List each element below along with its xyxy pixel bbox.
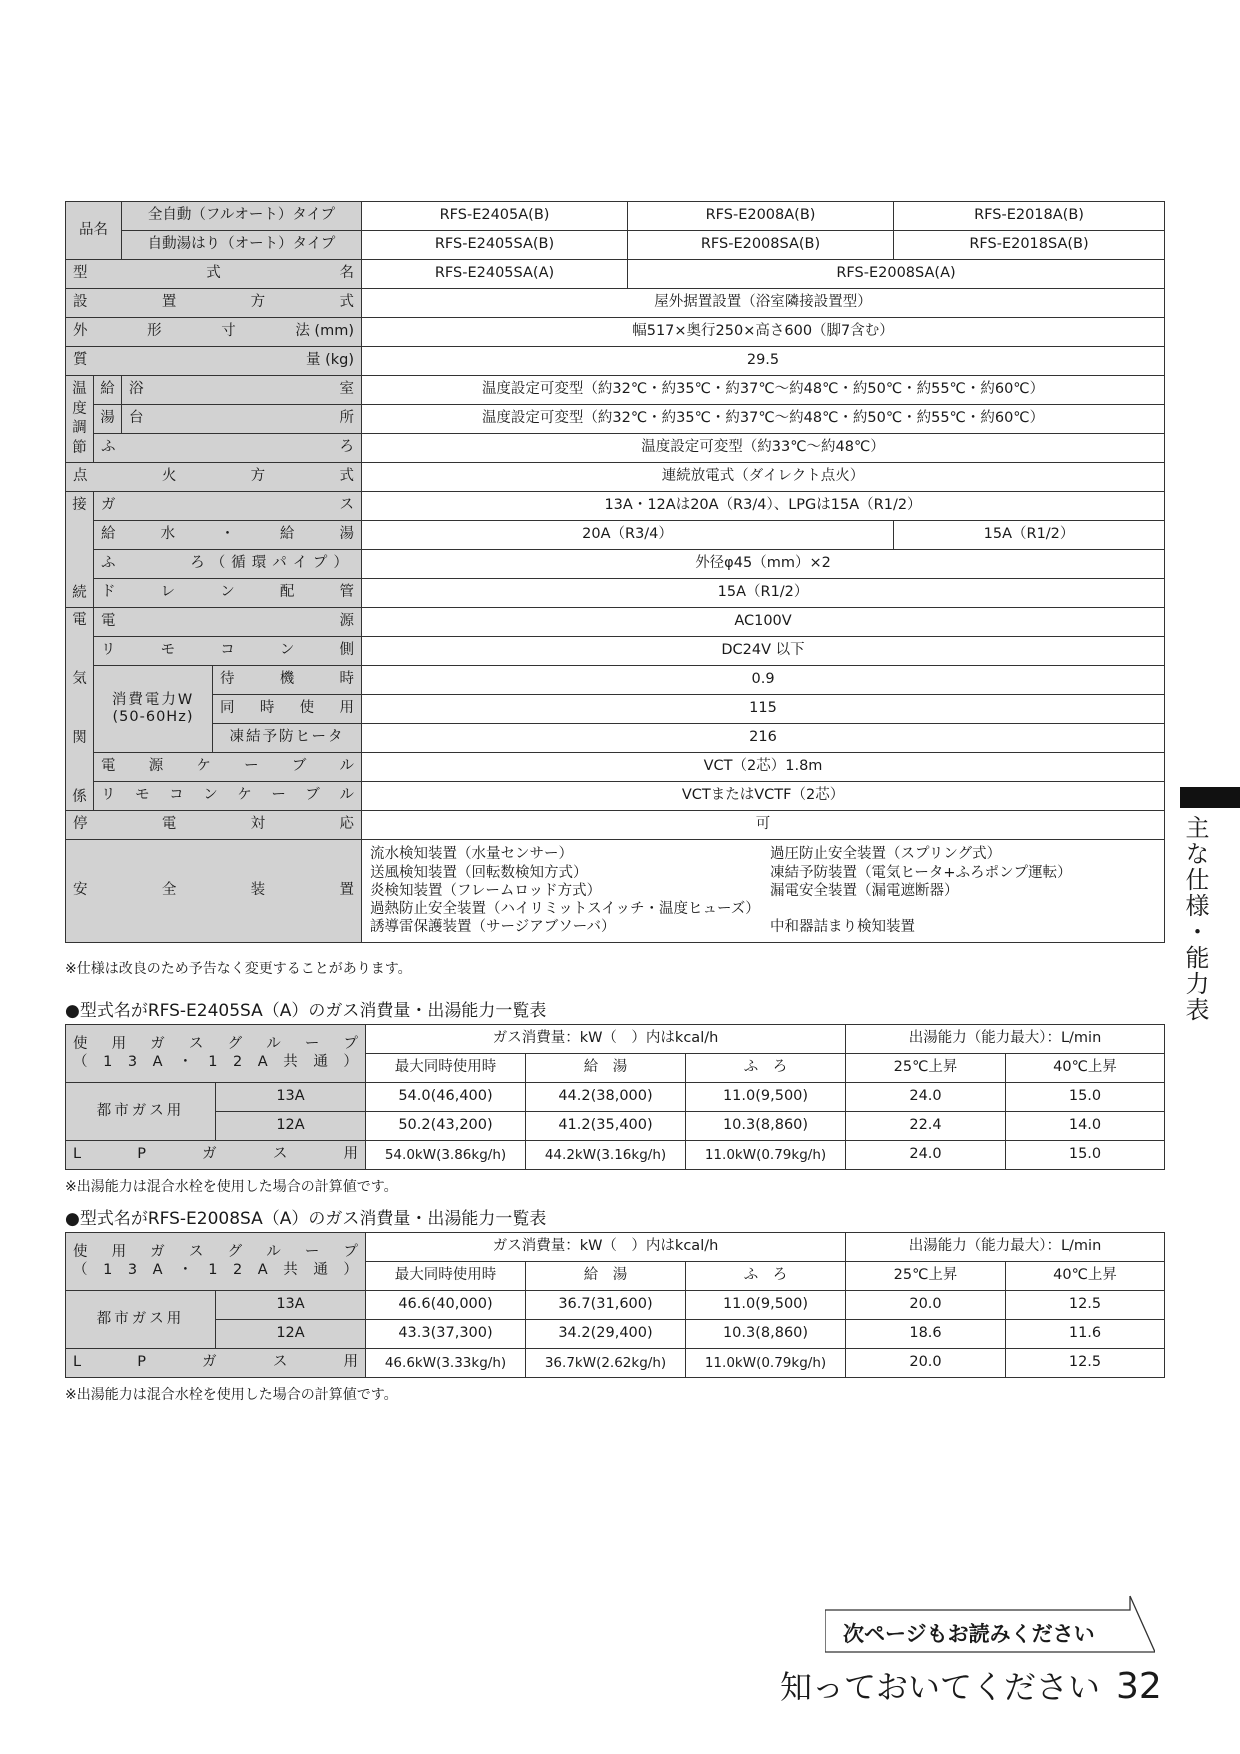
cable-label — [94, 753, 362, 782]
label-char: 使 — [73, 1036, 88, 1053]
gas-type: 12A — [216, 1320, 366, 1349]
label-char: ガ — [202, 1354, 217, 1371]
kyusui-label — [94, 521, 362, 550]
remocon-label — [94, 637, 362, 666]
label-char: 時 — [259, 700, 275, 717]
table-cell: 20.0 — [846, 1291, 1006, 1320]
label-char: 電 — [101, 758, 116, 775]
label-char: モ — [135, 787, 150, 804]
table-cell: 50.2(43,200) — [366, 1112, 526, 1141]
footer-title: 知っておいてください — [780, 1668, 1101, 1706]
label-char: コ — [169, 787, 184, 804]
table-row — [66, 1112, 1165, 1141]
label-char: ド — [101, 584, 116, 601]
remocon-value: DC24V 以下 — [362, 637, 1165, 666]
label-char: 式 — [206, 265, 221, 282]
label-char: ー — [304, 1036, 320, 1053]
table-cell: 54.0kW(3.86kg/h) — [366, 1141, 526, 1170]
page-footer — [780, 1662, 1162, 1708]
label-char: 点 — [73, 468, 88, 485]
label-char: ろ — [339, 439, 355, 456]
gas-type: 13A — [216, 1083, 366, 1112]
label-char: 通 — [313, 1053, 328, 1070]
label-char: 所 — [339, 410, 355, 427]
anzen-item: 送風検知装置（回転数検知方式） — [370, 864, 588, 881]
label-char: 湯 — [339, 526, 354, 543]
label-char: モ — [160, 642, 176, 659]
label-char: 置 — [339, 882, 354, 899]
label-char: 全 — [161, 882, 177, 899]
table-cell: 11.0kW(0.79kg/h) — [686, 1141, 846, 1170]
col-25: 25℃上昇 — [846, 1054, 1006, 1083]
label-char: グ — [227, 1036, 243, 1053]
capacity-header: 出湯能力（能力最大）：L/min — [846, 1025, 1165, 1054]
label-char: 火 — [161, 468, 177, 485]
table-cell: 18.6 — [846, 1320, 1006, 1349]
remocon-cable-label — [94, 782, 362, 811]
label-char: ガ — [101, 497, 116, 514]
shitsuryo-label — [66, 347, 362, 376]
label-char: ケ — [196, 758, 211, 775]
katashiki-value-2: RFS-E2008SA(A) — [628, 260, 1165, 289]
capacity-header: 出湯能力（能力最大）：L/min — [846, 1233, 1165, 1262]
label-char: 電 — [72, 612, 87, 628]
gas-label — [94, 492, 362, 521]
setti-label — [66, 289, 362, 318]
table-cell: 10.3(8,860) — [686, 1320, 846, 1349]
dengen-value: AC100V — [362, 608, 1165, 637]
col-furo: ふ ろ — [686, 1054, 846, 1083]
anzen-values — [362, 840, 1165, 943]
table-row — [66, 1141, 1165, 1170]
gas-table-1-title: ●型式名がRFS-E2405SA（A）のガス消費量・出湯能力一覧表 — [65, 1001, 547, 1021]
label-char: 電 — [161, 816, 177, 833]
toketsu-value: 216 — [362, 724, 1165, 753]
yokushitsu-value: 温度設定可変型（約32℃・約35℃・約37℃～約48℃・約50℃・約55℃・約60℃） — [362, 376, 1165, 405]
label-char: 管 — [339, 584, 354, 601]
city-gas-label: 都市ガス用 — [66, 1291, 216, 1349]
label-char: 係 — [72, 788, 87, 805]
label-char: P — [137, 1146, 146, 1163]
shohi-label-line1: 消費電力W — [111, 691, 195, 708]
table-cell: 34.2(29,400) — [526, 1320, 686, 1349]
label-char: コ — [220, 642, 235, 659]
doji-value: 115 — [362, 695, 1165, 724]
label-char: 源 — [339, 613, 355, 630]
teiden-label — [66, 811, 362, 840]
gas-type: 12A — [216, 1112, 366, 1141]
label-char: 共 — [283, 1053, 298, 1070]
col-kyuto: 給 湯 — [526, 1262, 686, 1291]
gas-table-2 — [65, 1232, 1165, 1378]
anzen-item: 中和器詰まり検知装置 — [770, 919, 916, 936]
anzen-item: 誘導雷保護装置（サージアブソーバ） — [370, 919, 616, 936]
label-char: グ — [227, 1244, 243, 1261]
label-char: ス — [272, 1146, 288, 1163]
col-25: 25℃上昇 — [846, 1262, 1006, 1291]
gaikei-label — [66, 318, 362, 347]
label-char: ・ — [178, 1261, 193, 1278]
table-cell: 11.0(9,500) — [686, 1083, 846, 1112]
tenka-value: 連続放電式（ダイレクト点火） — [362, 463, 1165, 492]
label-char: 量 (kg) — [305, 352, 355, 369]
table-cell: 22.4 — [846, 1112, 1006, 1141]
label-char: 機 — [279, 671, 295, 688]
next-page-note: 次ページもお読みください — [843, 1622, 1095, 1646]
model-full-3: RFS-E2018A(B) — [894, 202, 1165, 231]
label-char: 1 — [208, 1261, 218, 1278]
label-char: 停 — [73, 816, 88, 833]
label-char: 温 — [72, 381, 87, 397]
label-char: ン — [220, 584, 235, 601]
model-auto-3: RFS-E2018SA(B) — [894, 231, 1165, 260]
col-40: 40℃上昇 — [1006, 1262, 1165, 1291]
label-char: 装 — [250, 882, 266, 899]
label-char: 用 — [343, 1146, 358, 1163]
ondo-label — [66, 376, 94, 463]
table-cell: 44.2kW(3.16kg/h) — [526, 1141, 686, 1170]
consumption-header: ガス消費量：kW（ ）内はkcal/h — [366, 1025, 846, 1054]
label-char: 室 — [339, 381, 355, 398]
label-char: ル — [339, 787, 354, 804]
kyuto-label-1: 給 — [94, 376, 122, 405]
anzen-item — [770, 900, 1156, 918]
table-cell: 11.0kW(0.79kg/h) — [686, 1349, 846, 1378]
table-cell: 44.2(38,000) — [526, 1083, 686, 1112]
label-char: ガ — [202, 1146, 217, 1163]
label-char: 置 — [161, 294, 177, 311]
label-char: 節 — [72, 439, 87, 456]
label-char: 1 — [103, 1053, 113, 1070]
label-char: 1 — [208, 1053, 218, 1070]
kyusui-value-1: 20A（R3/4） — [362, 521, 894, 550]
col-max: 最大同時使用時 — [366, 1262, 526, 1291]
anzen-item: 流水検知装置（水量センサー） — [370, 846, 574, 863]
col-kyuto: 給 湯 — [526, 1054, 686, 1083]
label-char: A — [257, 1261, 268, 1278]
label-char: P — [137, 1354, 146, 1371]
table-cell: 43.3(37,300) — [366, 1320, 526, 1349]
side-tab-label: 主な仕様・能力表 — [1181, 815, 1209, 1023]
table-cell: 36.7kW(2.62kg/h) — [526, 1349, 686, 1378]
label-char: ケ — [237, 787, 252, 804]
label-char: 方 — [250, 294, 266, 311]
side-tab-marker — [1180, 787, 1240, 808]
anzen-item: 過圧防止安全装置（スプリング式） — [770, 846, 1002, 863]
gas-group-header — [66, 1233, 366, 1291]
label-char: ス — [272, 1354, 288, 1371]
label-char: 電 — [101, 613, 116, 630]
table-row — [66, 1291, 1165, 1320]
label-char: ス — [339, 497, 355, 514]
label-char: ブ — [291, 758, 307, 775]
shitsuryo-value: 29.5 — [362, 347, 1165, 376]
label-char: プ — [343, 1036, 358, 1053]
daidokoro-value: 温度設定可変型（約32℃・約35℃・約37℃～約48℃・約50℃・約55℃・約60℃） — [362, 405, 1165, 434]
anzen-item: 凍結予防装置（電気ヒータ+ふろポンプ運転） — [770, 864, 1072, 881]
label-char: 質 — [73, 352, 88, 369]
table-cell: 36.7(31,600) — [526, 1291, 686, 1320]
label-char: 3 — [127, 1261, 138, 1278]
col-max: 最大同時使用時 — [366, 1054, 526, 1083]
capacity-note-1: ※出湯能力は混合水栓を使用した場合の計算値です。 — [65, 1179, 398, 1195]
gas-group-header — [66, 1025, 366, 1083]
label-char: A — [152, 1261, 163, 1278]
consumption-header: ガス消費量：kW（ ）内はkcal/h — [366, 1233, 846, 1262]
table-cell: 24.0 — [846, 1141, 1006, 1170]
gas-table-2-title: ●型式名がRFS-E2008SA（A）のガス消費量・出湯能力一覧表 — [65, 1209, 547, 1229]
table-cell: 46.6kW(3.33kg/h) — [366, 1349, 526, 1378]
label-char: 寸 — [221, 323, 236, 340]
gas-table-1 — [65, 1024, 1165, 1170]
label-char: 2 — [233, 1053, 243, 1070]
label-char: レ — [160, 584, 176, 601]
gas-value: 13A・12Aは20A（R3/4）、LPGは15A（R1/2） — [362, 492, 1165, 521]
spec-table — [65, 201, 1165, 943]
setti-value: 屋外据置設置（浴室隣接設置型） — [362, 289, 1165, 318]
label-char: 応 — [339, 816, 354, 833]
label-char: 用 — [111, 1036, 127, 1053]
label-char: 時 — [339, 671, 354, 688]
table-cell: 11.0(9,500) — [686, 1291, 846, 1320]
label-char: 配 — [279, 584, 295, 601]
label-char: ル — [266, 1244, 281, 1261]
table-cell: 20.0 — [846, 1349, 1006, 1378]
yokushitsu-label — [122, 376, 362, 405]
anzen-label — [66, 840, 362, 943]
furo-pipe-label — [94, 550, 362, 579]
toketsu-label: 凍結予防ヒータ — [213, 724, 362, 753]
label-char: ー — [271, 787, 286, 804]
label-char: ガ — [150, 1244, 165, 1261]
label-char: 台 — [129, 410, 144, 427]
label-char: 関 — [72, 729, 87, 746]
label-char: 対 — [250, 816, 266, 833]
lp-label — [66, 1349, 366, 1378]
page-number: 32 — [1116, 1666, 1162, 1707]
label-char: 気 — [72, 670, 87, 687]
label-char: （ — [73, 1053, 88, 1070]
tenka-label — [66, 463, 362, 492]
spec-note: ※仕様は改良のため予告なく変更することがあります。 — [65, 961, 412, 977]
label-char: 形 — [147, 323, 162, 340]
table-cell: 12.5 — [1006, 1291, 1165, 1320]
label-char: ブ — [305, 787, 320, 804]
table-row — [66, 1349, 1165, 1378]
label-char: 1 — [103, 1261, 113, 1278]
label-char: 安 — [73, 882, 88, 899]
model-auto-2: RFS-E2008SA(B) — [628, 231, 894, 260]
taiki-label — [213, 666, 362, 695]
anzen-item: 過熱防止安全装置（ハイリミットスイッチ・温度ヒューズ） — [370, 901, 760, 918]
drain-label — [94, 579, 362, 608]
label-char: ・ — [220, 526, 235, 543]
table-cell: 46.6(40,000) — [366, 1291, 526, 1320]
full-auto-label: 全自動（フルオート）タイプ — [122, 202, 362, 231]
auto-label: 自動湯はり（オート）タイプ — [122, 231, 362, 260]
label-char: ル — [266, 1036, 281, 1053]
remocon-cable-value: VCTまたはVCTF（2芯） — [362, 782, 1165, 811]
label-char: ン — [279, 642, 295, 659]
label-char: 給 — [101, 526, 116, 543]
table-cell: 24.0 — [846, 1083, 1006, 1112]
label-char: ス — [188, 1244, 204, 1261]
anzen-item: 漏電安全装置（漏電遮断器） — [770, 882, 959, 899]
denki-label — [66, 608, 94, 811]
label-char: ） — [343, 1053, 358, 1070]
label-char: 式 — [339, 294, 354, 311]
lp-label — [66, 1141, 366, 1170]
label-char: 法 (mm) — [295, 323, 355, 340]
taiki-value: 0.9 — [362, 666, 1165, 695]
katashiki-label — [66, 260, 362, 289]
table-row — [66, 1083, 1165, 1112]
label-char: 接 — [72, 496, 87, 513]
label-char: 使 — [299, 700, 315, 717]
label-char: 側 — [339, 642, 354, 659]
label-char: 給 — [279, 526, 295, 543]
furo-pipe-value: 外径φ45（mm）×2 — [362, 550, 1165, 579]
model-auto-1: RFS-E2405SA(B) — [362, 231, 628, 260]
label-char: L — [73, 1146, 82, 1163]
label-char: ふ — [101, 439, 116, 456]
label-char: ー — [244, 758, 259, 775]
table-cell: 11.6 — [1006, 1320, 1165, 1349]
label-char: 3 — [127, 1053, 138, 1070]
table-cell: 14.0 — [1006, 1112, 1165, 1141]
label-char: 共 — [283, 1261, 298, 1278]
table-cell: 15.0 — [1006, 1083, 1165, 1112]
kyuto-label-2: 湯 — [94, 405, 122, 434]
anzen-item: 炎検知装置（フレームロッド方式） — [370, 882, 602, 899]
label-char: A — [152, 1053, 163, 1070]
label-char: A — [257, 1053, 268, 1070]
label-char: 2 — [233, 1261, 243, 1278]
label-char: 調 — [72, 420, 87, 437]
label-char: ー — [304, 1244, 320, 1261]
daidokoro-label — [122, 405, 362, 434]
table-cell: 54.0(46,400) — [366, 1083, 526, 1112]
label-char: 度 — [72, 400, 87, 417]
label-char: 源 — [148, 758, 164, 775]
shohi-label-line2: (50-60Hz) — [112, 709, 194, 725]
label-char: 設 — [73, 294, 88, 311]
table-cell: 10.3(8,860) — [686, 1112, 846, 1141]
city-gas-label: 都市ガス用 — [66, 1083, 216, 1141]
label-char: 式 — [339, 468, 354, 485]
label-char: （ — [73, 1261, 88, 1278]
col-furo: ふ ろ — [686, 1262, 846, 1291]
label-char: ） — [343, 1261, 358, 1278]
col-40: 40℃上昇 — [1006, 1054, 1165, 1083]
katashiki-value-1: RFS-E2405SA(A) — [362, 260, 628, 289]
label-char: 外 — [73, 323, 88, 340]
table-cell: 15.0 — [1006, 1141, 1165, 1170]
label-char: 用 — [343, 1354, 358, 1371]
label-char: 通 — [313, 1261, 328, 1278]
table-cell: 12.5 — [1006, 1349, 1165, 1378]
teiden-value: 可 — [362, 811, 1165, 840]
shohi-label — [94, 666, 213, 753]
label-char: ル — [339, 758, 355, 775]
label-char: 名 — [339, 265, 354, 282]
label-char: ン — [203, 787, 218, 804]
label-char: 方 — [250, 468, 266, 485]
label-char: 用 — [339, 700, 354, 717]
furo-label — [94, 434, 362, 463]
label-char: ろ（循環パイプ） — [190, 555, 355, 572]
label-char: 水 — [160, 526, 176, 543]
label-char: プ — [343, 1244, 358, 1261]
model-full-1: RFS-E2405A(B) — [362, 202, 628, 231]
setsuzoku-label — [66, 492, 94, 608]
table-row — [66, 1320, 1165, 1349]
label-char: ガ — [150, 1036, 165, 1053]
hinmei-label: 品名 — [66, 202, 122, 260]
table-cell: 41.2(35,400) — [526, 1112, 686, 1141]
label-char: 待 — [220, 671, 235, 688]
label-char: 用 — [111, 1244, 127, 1261]
label-char: ス — [188, 1036, 204, 1053]
gaikei-value: 幅517×奥行250×高さ600（脚7含む） — [362, 318, 1165, 347]
label-char: 続 — [72, 585, 87, 602]
dengen-label — [94, 608, 362, 637]
label-char: リ — [101, 787, 116, 804]
label-char: 浴 — [129, 381, 144, 398]
furo-value: 温度設定可変型（約33℃～約48℃） — [362, 434, 1165, 463]
label-char: ・ — [178, 1053, 193, 1070]
label-char: 使 — [73, 1244, 88, 1261]
label-char: 同 — [220, 700, 235, 717]
label-char: ふ — [101, 555, 116, 572]
label-char: L — [73, 1354, 82, 1371]
doji-label — [213, 695, 362, 724]
kyusui-value-2: 15A（R1/2） — [894, 521, 1165, 550]
model-full-2: RFS-E2008A(B) — [628, 202, 894, 231]
label-char: 型 — [73, 265, 88, 282]
gas-type: 13A — [216, 1291, 366, 1320]
drain-value: 15A（R1/2） — [362, 579, 1165, 608]
cable-value: VCT（2芯）1.8m — [362, 753, 1165, 782]
capacity-note-2: ※出湯能力は混合水栓を使用した場合の計算値です。 — [65, 1387, 398, 1403]
label-char: リ — [101, 642, 116, 659]
